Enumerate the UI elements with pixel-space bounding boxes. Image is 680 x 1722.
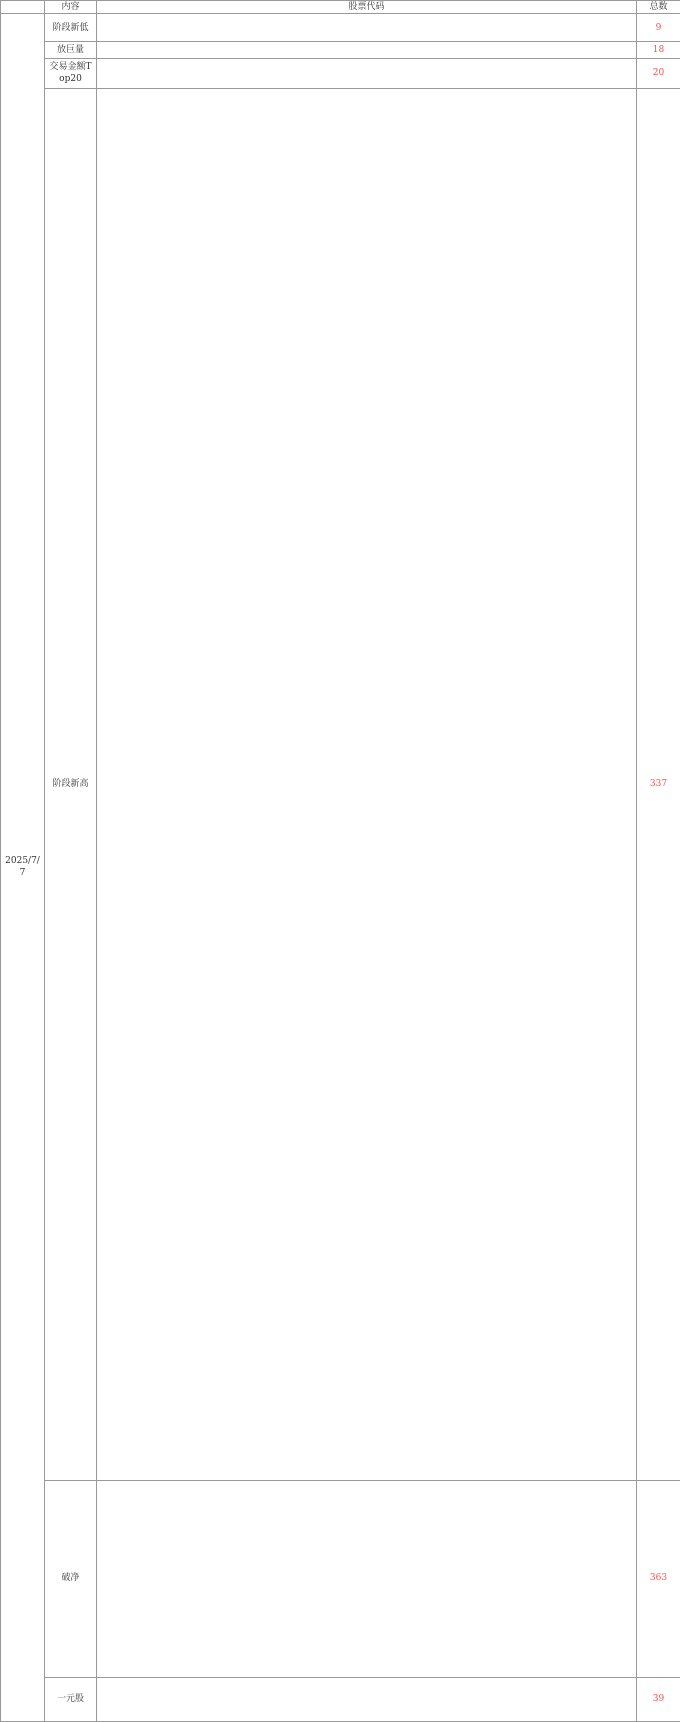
codes-stage-highs bbox=[97, 88, 637, 1480]
category-new-stage: 阶段新低 bbox=[45, 14, 97, 42]
table-row-new-stage bbox=[1, 14, 680, 42]
total-volume: 18 bbox=[637, 42, 680, 59]
table-row-turnover-top20 bbox=[1, 59, 680, 88]
category-column-header: 内容 bbox=[45, 1, 97, 14]
category-stage-highs: 阶段新高 bbox=[45, 88, 97, 1480]
date-cell: 2025/7/7 bbox=[1, 14, 45, 1721]
table-row-broken-net bbox=[1, 1480, 680, 1677]
codes-column-header: 股票代码 bbox=[97, 1, 637, 14]
table-row-penny bbox=[1, 1677, 680, 1721]
total-column-header: 总数 bbox=[637, 1, 680, 14]
codes-penny bbox=[97, 1677, 637, 1721]
category-turnover-top20: 交易金额Top20 bbox=[45, 59, 97, 88]
total-turnover-top20: 20 bbox=[637, 59, 680, 88]
total-broken-net: 363 bbox=[637, 1480, 680, 1677]
category-broken-net: 破净 bbox=[45, 1480, 97, 1677]
codes-broken-net bbox=[97, 1480, 637, 1677]
total-penny: 39 bbox=[637, 1677, 680, 1721]
total-stage-highs: 337 bbox=[637, 88, 680, 1480]
codes-volume bbox=[97, 42, 637, 59]
table-header-row bbox=[1, 1, 680, 14]
table-row-stage-highs bbox=[1, 88, 680, 1480]
category-penny: 一元股 bbox=[45, 1677, 97, 1721]
total-new-stage: 9 bbox=[637, 14, 680, 42]
table-row-volume bbox=[1, 42, 680, 59]
codes-turnover-top20 bbox=[97, 59, 637, 88]
category-volume: 放巨量 bbox=[45, 42, 97, 59]
date-column-header bbox=[1, 1, 45, 14]
codes-new-stage bbox=[97, 14, 637, 42]
